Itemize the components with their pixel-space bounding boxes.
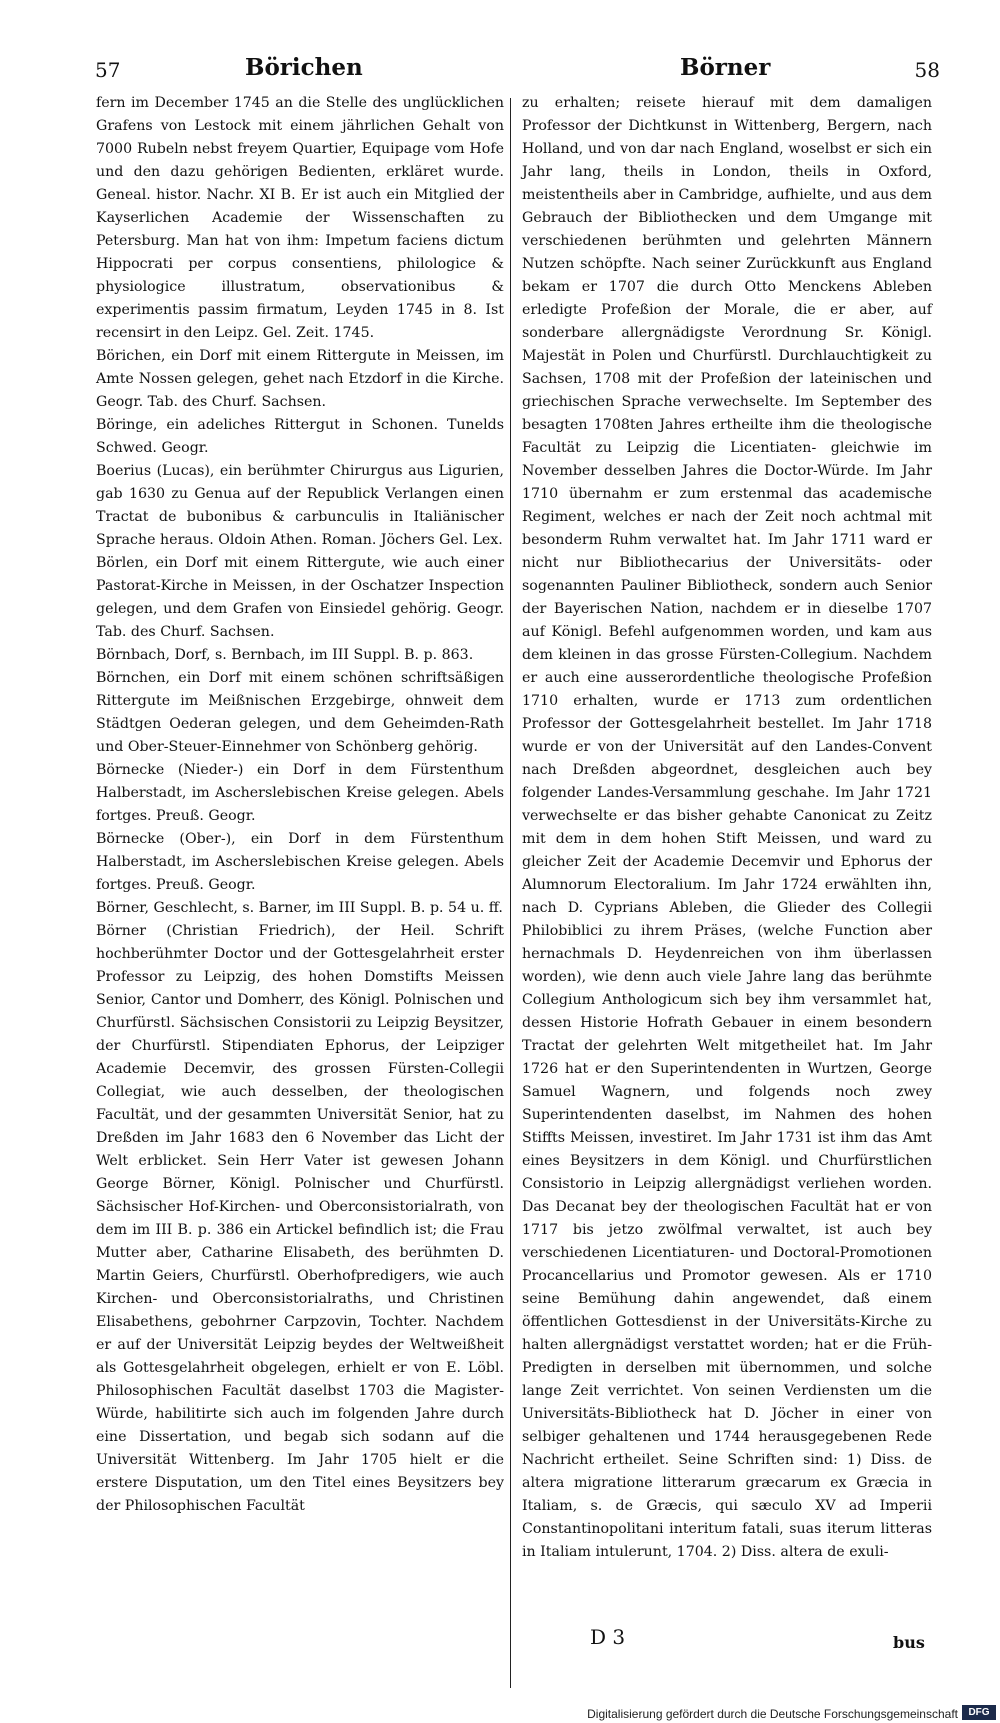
entry-paragraph: Böringe, ein adeliches Rittergut in Schonen. Tunelds Schwed. Geogr. xyxy=(96,417,504,456)
running-title-left: Börichen xyxy=(245,54,363,81)
entry-paragraph: Börnecke (Ober-), ein Dorf in dem Fürstenthum Halberstadt, im Ascherslebischen Kreise gelegen. Abels fortges. Preuß. Geogr. xyxy=(96,831,504,893)
entry-paragraph: Börner (Christian Friedrich), der Heil. Schrift hochberühmter Doctor und der Gottesgelahrheit erster Professor zu Leipzig, des hohen Domstifts Meissen Senior, Cantor und Domherr, des Königl. Polnischen und Churfürstl. Sächsischen Consistorii zu Leipzig Beysitzer, der Churfürstl. Stipendiaten Ephorus, der Leipziger Academie Decemvir, des grossen Fürsten-Collegii Collegiat, wie auch desselben, der theologischen Facultät, und der gesammten Universität Senior, hat zu Dreßden im Jahr 1683 den 6 November das Licht der Welt erblicket. Sein Herr Vater ist gewesen Johann George Börner, Königl. Polnischer und Churfürstl. Sächsischer Hof-Kirchen- und Oberconsistorialrath, von dem im III B. p. 386 ein Artickel befindlich ist; die Frau Mutter aber, Catharine Elisabeth, des berühmten D. Martin Geiers, Churfürstl. Oberhofpredigers, wie auch Kirchen- und Oberconsistorialraths, und Christinen Elisabethens, gebohrner Carpzovin, Tochter. Nachdem er auf der Universität Leipzig beydes der Weltweißheit als Gottesgelahrheit obgelegen, erhielt er von E. Löbl. Philosophischen Facultät daselbst 1703 die Magister-Würde, habilitirte sich auch im folgenden Jahre durch eine Dissertation, und begab sich sodann auf die Universität Wittenberg. Im Jahr 1705 hielt er die erstere Disputation, um den Titel eines Beysitzers bey der Philosophischen Facultät xyxy=(96,923,504,1514)
page-number-right: 58 xyxy=(914,58,940,82)
entry-paragraph: Börner, Geschlecht, s. Barner, im III Suppl. B. p. 54 u. ff. xyxy=(96,900,503,916)
funding-note: Digitalisierung gefördert durch die Deutsche Forschungsgemeinschaft xyxy=(587,1707,958,1721)
entry-paragraph: zu erhalten; reisete hierauf mit dem damaligen Professor der Dichtkunst in Wittenberg, Bergern, nach Holland, und von dar nach England, woselbst er sich ein Jahr lang, theils in London, theils in Oxford, meistentheils aber in Cambridge, aufhielte, und aus dem Gebrauch der Bibliothecken und dem Umgange mit verschiedenen berühmten und gelehrten Männern Nutzen schöpfte. Nach seiner Zurückkunft aus England bekam er 1707 die durch Otto Menckens Ableben erledigte Profeßion der Morale, die er aber, auf sonderbare allergnädigste Verordnung Sr. Königl. Majestät in Polen und Churfürstl. Durchlauchtigkeit zu Sachsen, 1708 mit der Profeßion der lateinischen und griechischen Sprache verwechselte. Im September des besagten 1708ten Jahres ertheilte ihm die theologische Facultät zu Leipzig die Licentiaten- gleichwie im November desselben Jahres die Doctor-Würde. Im Jahr 1710 übernahm er zum erstenmal das academische Regiment, welches er nach der Zeit noch achtmal mit besonderm Ruhm verwaltet hat. Im Jahr 1711 ward er nicht nur Bibliothecarius der Universitäts- oder sogenannten Pauliner Bibliotheck, sondern auch Senior der Bayerischen Nation, nachdem er in dieselbe 1707 auf Königl. Befehl aufgenommen worden, und kam aus dem kleinen in das grosse Fürsten-Collegium. Nachdem er auch eine ausserordentliche theologische Profeßion 1710 erhalten, wurde er 1713 zum ordentlichen Professor der Gottesgelahrheit bestellet. Im Jahr 1718 wurde er von der Universität auf den Landes-Convent nach Dreßden abgeordnet, desgleichen auch bey folgender Landes-Versammlung geschahe. Im Jahr 1721 verwechselte er das bisher gehabte Canonicat zu Zeitz mit dem in dem hohen Stift Meissen, und ward zu gleicher Zeit der Academie Decemvir und Ephorus der Alumnorum Electoralium. Im Jahr 1724 erwählten ihn, nach D. Cyprians Ableben, die Glieder des Collegii Philobiblici zu ihrem Präses, (welche Function aber hernachmals D. Heydenreichen von ihm überlassen worden), wie denn auch viele Jahre lang das berühmte Collegium Anthologicum sich bey ihm versammlet hat, dessen Historie Hofrath Gebauer in einem besondern Tractat der gelehrten Welt mitgetheilet hat. Im Jahr 1726 hat er den Superintendenten in Wurtzen, George Samuel Wagnern, und folgends noch zwey Superintendenten daselbst, im Nahmen des hohen Stiffts Meissen, investiret. Im Jahr 1731 ist ihm das Amt eines Beysitzers in dem Königl. und Churfürstlichen Consistorio in Leipzig allergnädigst verliehen worden. Das Decanat bey der theologischen Facultät hat er von 1717 bis jetzo zwölfmal verwaltet, ist auch bey verschiedenen Licentiaturen- und Doctoral-Promotionen Procancellarius und Promotor gewesen. Als er 1710 seine Bemühung dahin angewendet, daß einem öffentlichen Gottesdienst in der Universitäts-Kirche zu halten allergnädigst verstattet worden; hat er die Früh-Predigten in derselben mit übernommen, und solche lange Zeit verrichtet. Von seinen Verdiensten um die Universitäts-Bibliotheck hat D. Jöcher in einer von selbiger gehaltenen und 1744 herausgegebenen Rede Nachricht ertheilet. Seine Schriften sind: 1) Diss. de altera migratione litterarum græcarum ex Græcia in Italiam, s. de Græcis, qui sæculo XV ad Imperii Constantinopolitani interitum fatali, suas iterum litteras in Italiam intulerunt, 1704. 2) Diss. altera de exuli- xyxy=(522,95,932,1560)
running-header xyxy=(95,50,940,90)
entry-paragraph: Börnecke (Nieder-) ein Dorf in dem Fürstenthum Halberstadt, im Ascherslebischen Kreise gelegen. Abels fortges. Preuß. Geogr. xyxy=(96,762,504,824)
entry-paragraph: Börnchen, ein Dorf mit einem schönen schriftsäßigen Rittergute im Meißnischen Erzgebirge, ohnweit dem Städtgen Oederan gelegen, und dem Geheimden-Rath und Ober-Steuer-Einnehmer von Schönberg gehörig. xyxy=(96,670,504,755)
catchword: bus xyxy=(893,1633,925,1652)
entry-paragraph: Börlen, ein Dorf mit einem Rittergute, wie auch einer Pastorat-Kirche in Meissen, in der Oschatzer Inspection gelegen, und dem Grafen von Einsiedel gehörig. Geogr. Tab. des Churf. Sachsen. xyxy=(96,555,504,640)
entry-paragraph: fern im December 1745 an die Stelle des unglücklichen Grafens von Lestock mit einem jährlichen Gehalt von 7000 Rubeln nebst freyem Quartier, Equipage vom Hofe und den dazu gehörigen Bedienten, erkläret wurde. Geneal. histor. Nachr. XI B. Er ist auch ein Mitglied der Kayserlichen Academie der Wissenschaften zu Petersburg. Man hat von ihm: Impetum faciens dictum Hippocrati per corpus consentiens, philologice & physiologice illustratum, observationibus & experimentis passim firmatum, Leyden 1745 in 8. Ist recensirt in den Leipz. Gel. Zeit. 1745. xyxy=(96,95,504,341)
column-divider xyxy=(510,98,511,1688)
running-title-right: Börner xyxy=(680,54,771,81)
entry-paragraph: Börichen, ein Dorf mit einem Rittergute in Meissen, im Amte Nossen gelegen, gehet nach Etzdorf in die Kirche. Geogr. Tab. des Churf. Sachsen. xyxy=(96,348,504,410)
entry-paragraph: Boerius (Lucas), ein berühmter Chirurgus aus Ligurien, gab 1630 zu Genua auf der Republick Verlangen einen Tractat de bubonibus & carbunculis in Italiänischer Sprache heraus. Oldoin Athen. Roman. Jöchers Gel. Lex. xyxy=(96,463,504,548)
page-number-left: 57 xyxy=(95,58,121,82)
digitization-footer xyxy=(0,1704,1000,1723)
entry-paragraph: Börnbach, Dorf, s. Bernbach, im III Suppl. B. p. 863. xyxy=(96,647,474,663)
dfg-logo: DFG xyxy=(962,1705,996,1720)
left-column xyxy=(96,92,504,1518)
signature-mark: D 3 xyxy=(590,1625,626,1649)
right-column xyxy=(522,92,932,1564)
